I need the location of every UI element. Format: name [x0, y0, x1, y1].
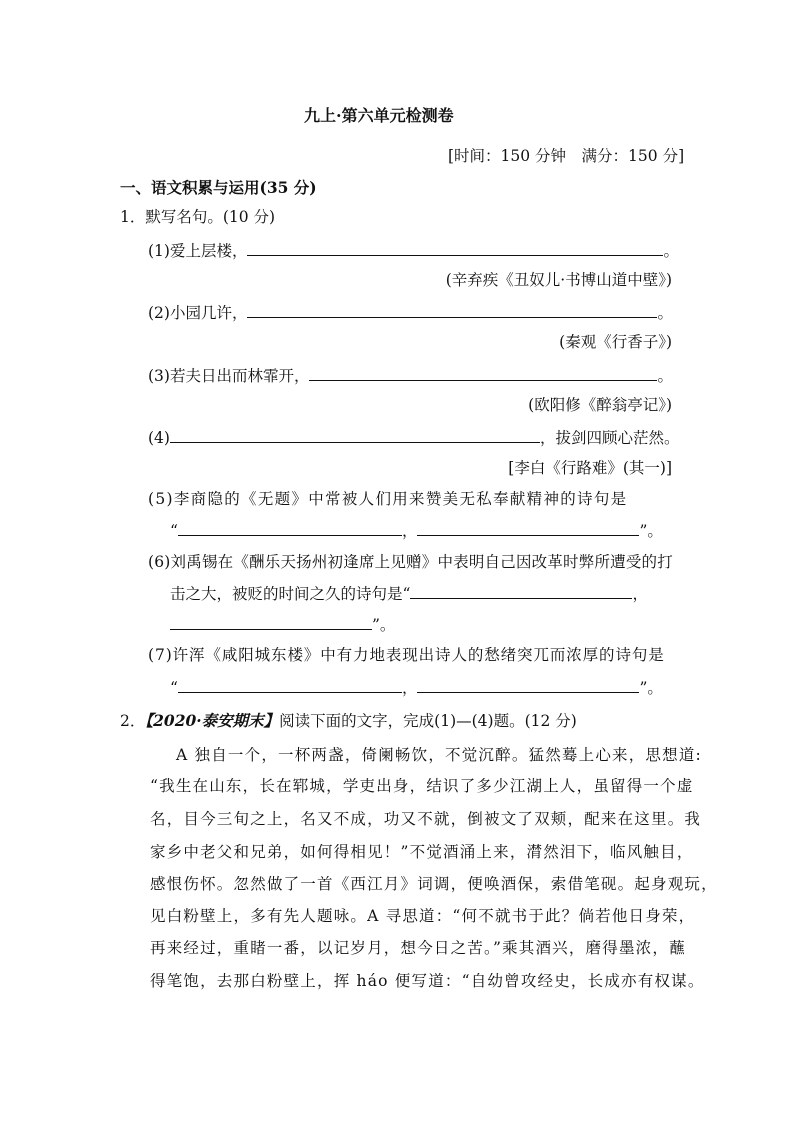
answer-blank[interactable] [247, 240, 663, 256]
page-title: 九上·第六单元检测卷 [304, 106, 454, 125]
passage-line: 再来经过，重睹一番，以记岁月，想今日之苦。”乘其酒兴，磨得墨浓，蘸 [150, 939, 686, 957]
source-tag: 【2020·泰安期末】 [145, 711, 280, 730]
q1-item-2 [148, 302, 673, 323]
section-heading: 一、语文积累与运用(35 分) [120, 178, 317, 197]
close-quote: ”。 [372, 616, 396, 634]
q1-item-6-line2 [170, 583, 648, 604]
passage-line: A 独自一个，一杯两盏，倚阑畅饮，不觉沉醉。猛然蓦上心来，思想道: [176, 746, 702, 764]
q1-item-4-source: [李白《行路难》(其一)] [508, 459, 672, 477]
q1-item-6-text: (6)刘禹锡在《酬乐天扬州初逢席上见赠》中表明自己因改革时弊所遭受的打 [148, 553, 673, 571]
q1-item-3-source: (欧阳修《醉翁亭记》) [528, 396, 672, 414]
question-2-instruction: 阅读下面的文字，完成(1)—(4)题。(12 分) [279, 712, 577, 730]
passage-line: 得笔饱，去那白粉壁上，挥 háo 便写道：“自幼曾攻经史，长成亦有权谋。 [150, 972, 705, 990]
question-2-number: 2． [120, 712, 146, 730]
q1-item-1-source: (辛弃疾《丑奴儿·书博山道中壁》) [445, 271, 672, 289]
comma: ， [632, 585, 648, 603]
answer-blank[interactable] [417, 677, 639, 693]
q1-item-1 [148, 240, 679, 261]
exam-meta: [时间：150 分钟 满分：150 分] [448, 147, 685, 165]
q1-item-2-prefix: (2)小园几许， [148, 304, 248, 322]
passage-line: 见白粉壁上，多有先人题咏。A 寻思道：“何不就书于此？倘若他日身荣， [150, 907, 696, 925]
passage-line: 名，目今三旬之上，名又不成，功又不就，倒被文了双颊，配来在这里。我 [150, 810, 702, 828]
q1-item-5-answer [170, 520, 663, 541]
passage-line: 家乡中老父和兄弟，如何得相见！”不觉酒涌上来，潸然泪下，临风触目， [150, 843, 694, 861]
q1-item-2-source: (秦观《行香子》) [559, 333, 672, 351]
answer-blank[interactable] [170, 614, 372, 630]
question-2-stem [120, 711, 577, 731]
question-1-stem: 1．默写名句。(10 分) [120, 208, 276, 226]
answer-blank[interactable] [178, 677, 402, 693]
q1-item-7-text: (7)许浑《咸阳城东楼》中有力地表现出诗人的愁绪突兀而浓厚的诗句是 [148, 646, 665, 664]
q1-item-4 [148, 427, 679, 448]
comma: ， [401, 679, 418, 697]
q1-item-3-prefix: (3)若夫日出而林霏开， [148, 367, 310, 385]
answer-blank[interactable] [178, 520, 402, 536]
q1-item-1-suffix: 。 [663, 242, 679, 260]
q1-item-4-prefix: (4) [148, 429, 170, 447]
answer-blank[interactable] [170, 427, 540, 443]
q1-item-6-line3 [170, 614, 395, 635]
answer-blank[interactable] [247, 302, 657, 318]
passage-line: “我生在山东，长在郓城，学吏出身，结识了多少江湖上人，虽留得一个虚 [150, 777, 694, 795]
close-quote: ”。 [639, 522, 663, 540]
answer-blank[interactable] [410, 583, 632, 599]
comma: ， [401, 522, 418, 540]
q1-item-2-suffix: 。 [657, 304, 673, 322]
q1-item-3-suffix: 。 [657, 367, 673, 385]
passage-line: 感恨伤怀。忽然做了一首《西江月》词调，便唤酒保，索借笔砚。起身观玩， [150, 875, 718, 893]
q1-item-3 [148, 365, 673, 386]
answer-blank[interactable] [417, 520, 639, 536]
q1-item-5-text: (5)李商隐的《无题》中常被人们用来赞美无私奉献精神的诗句是 [148, 490, 628, 508]
close-quote: ”。 [639, 679, 663, 697]
q1-item-4-suffix: ，拔剑四顾心茫然。 [539, 429, 680, 447]
open-quote: “ [170, 679, 178, 697]
q1-item-6-lead: 击之大，被贬的时间之久的诗句是“ [170, 585, 411, 603]
answer-blank[interactable] [309, 365, 657, 381]
open-quote: “ [170, 522, 178, 540]
q1-item-1-prefix: (1)爱上层楼， [148, 242, 248, 260]
q1-item-7-answer [170, 677, 663, 698]
